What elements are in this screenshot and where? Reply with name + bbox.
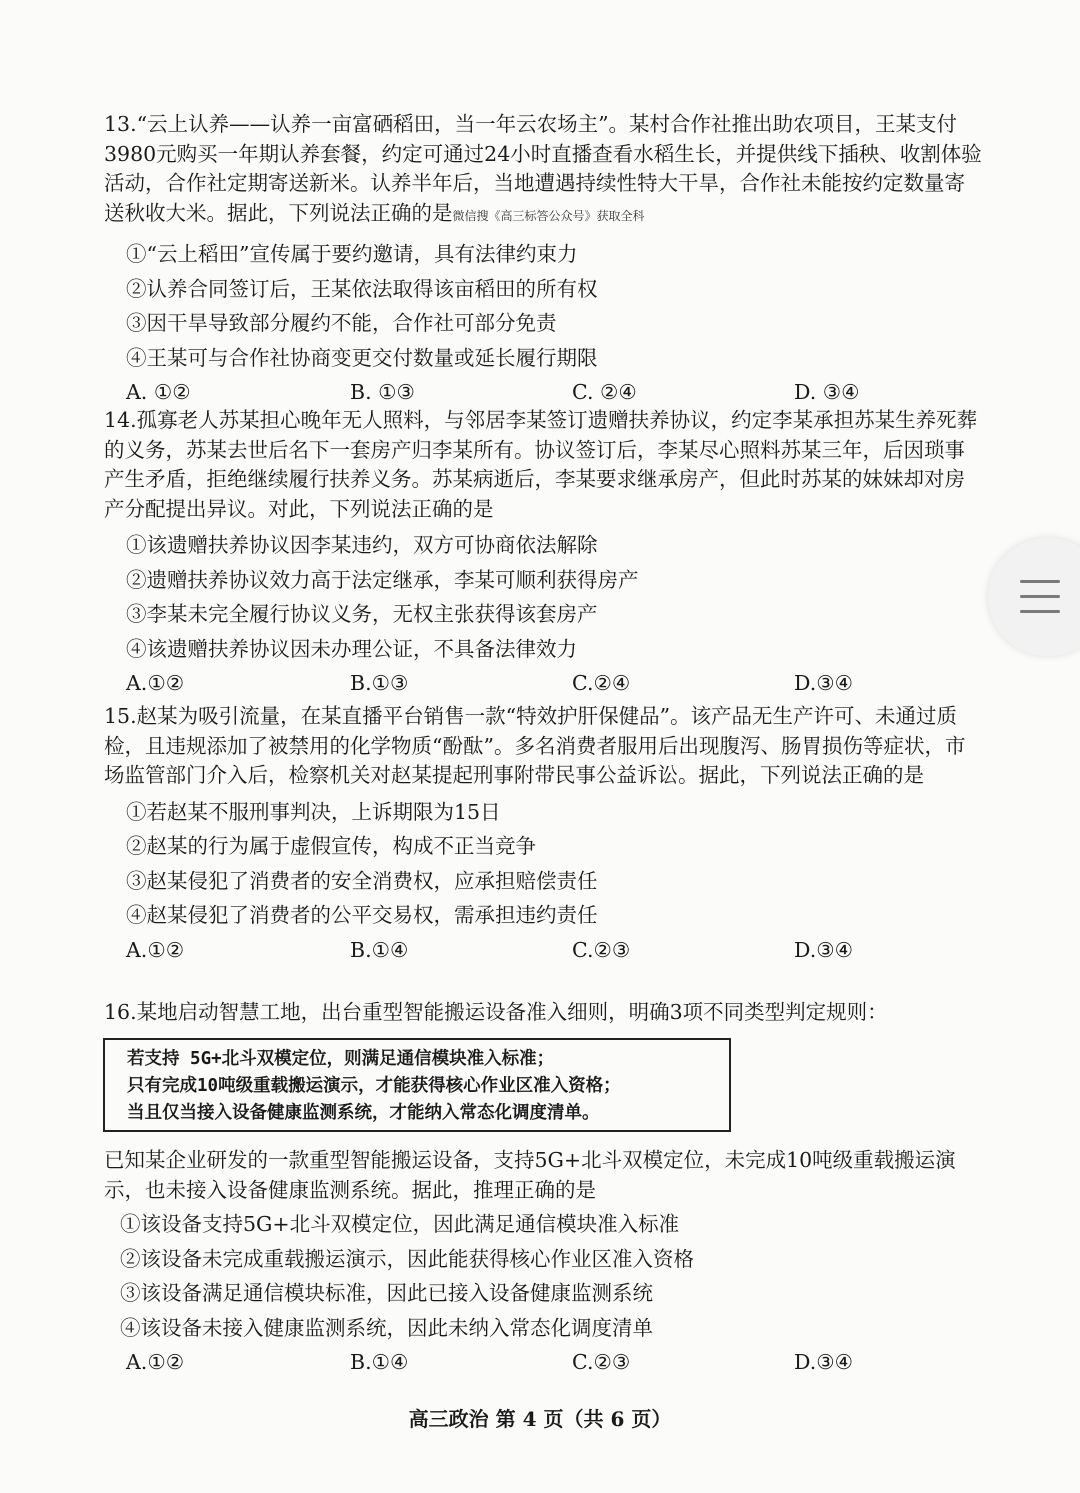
choice-c: C.②③ xyxy=(572,1350,631,1374)
answer-choices xyxy=(104,933,984,967)
rule-line: 只有完成10吨级重载搬运演示，才能获得核心作业区准入资格； xyxy=(127,1076,621,1096)
choice-d: D.③④ xyxy=(794,937,853,962)
choice-b: B. ①③ xyxy=(350,380,415,404)
option-item: ④该设备未接入健康监测系统，因此未纳入常态化调度清单 xyxy=(120,1315,653,1340)
question-16-context: 已知某企业研发的一款重型智能搬运设备，支持5G+北斗双模定位，未完成10吨级重载搬运演示，也未接入设备健康监测系统。据此，推理正确的是 xyxy=(104,1148,956,1202)
option-item: ④王某可与合作社协商变更交付数量或延长履行期限 xyxy=(126,345,598,370)
rules-box xyxy=(103,1038,731,1132)
question-14-stem: 14.孤寡老人苏某担心晚年无人照料，与邻居李某签订遗赠扶养协议，约定李某承担苏某生养死葬的义务，苏某去世后名下一套房产归李某所有。协议签订后，李某尽心照料苏某三年，后因琐事产生矛盾，拒绝继续履行扶养义务。苏某病逝后，李某要求继承房产，但此时苏某的妹妹却对房产分配提出异议。对此，下列说法正确的是 xyxy=(104,408,978,521)
menu-bar xyxy=(1020,610,1060,613)
question-15-stem: 15.赵某为吸引流量，在某直播平台销售一款“特效护肝保健品”。该产品无生产许可、未通过质检，且违规添加了被禁用的化学物质“酚酞”。多名消费者服用后出现腹泻、肠胃损伤等症状，市场监管部门介入后，检察机关对赵某提起刑事附带民事公益诉讼。据此，下列说法正确的是 xyxy=(104,704,966,787)
choice-a: A. ①② xyxy=(126,380,191,404)
option-item: ③李某未完全履行协议义务，无权主张获得该套房产 xyxy=(126,602,598,626)
option-item: ④赵某侵犯了消费者的公平交易权，需承担违约责任 xyxy=(126,903,598,927)
option-item: ②认养合同签订后，王某依法取得该亩稻田的所有权 xyxy=(126,276,598,301)
choice-c: C.②③ xyxy=(572,937,631,962)
watermark-text: 微信搜《高三标答公众号》获取全科 xyxy=(452,208,645,223)
choice-c: C. ②④ xyxy=(572,380,637,404)
option-item: ③该设备满足通信模块标准，因此已接入设备健康监测系统 xyxy=(120,1281,653,1305)
option-item: ①“云上稻田”宣传属于要约邀请，具有法律约束力 xyxy=(126,242,578,266)
question-14 xyxy=(104,406,984,700)
answer-choices xyxy=(104,375,984,409)
option-item: ②该设备未完成重载搬运演示，因此能获得核心作业区准入资格 xyxy=(120,1246,694,1271)
option-item: ③赵某侵犯了消费者的安全消费权，应承担赔偿责任 xyxy=(126,868,598,893)
question-16 xyxy=(104,998,1004,1028)
question-15 xyxy=(104,702,984,967)
option-item: ①该遗赠扶养协议因李某违约，双方可协商依法解除 xyxy=(126,533,598,557)
rule-line: 若支持 5G+北斗双模定位，则满足通信模块准入标准； xyxy=(127,1049,555,1069)
choice-b: B.①③ xyxy=(350,671,409,695)
choice-a: A.①② xyxy=(126,1350,185,1374)
choice-d: D.③④ xyxy=(794,1350,853,1374)
question-13 xyxy=(104,110,984,409)
rule-line: 当且仅当接入设备健康监测系统，才能纳入常态化调度清单。 xyxy=(127,1103,600,1123)
choice-c: C.②④ xyxy=(572,671,631,695)
choice-a: A.①② xyxy=(126,937,185,962)
question-13-stem: 13.“云上认养——认养一亩富硒稻田，当一年云农场主”。某村合作社推出助农项目，王某支付3980元购买一年期认养套餐，约定可通过24小时直播查看水稻生长，并提供线下插秧、收割体验活动，合作社定期寄送新米。认养半年后，当地遭遇持续性特大干旱，合作社未能按约定数量寄送秋收大米。据此，下列说法正确的是 xyxy=(104,112,982,225)
menu-bar xyxy=(1020,595,1060,598)
choice-b: B.①④ xyxy=(350,937,409,962)
question-16-continued xyxy=(104,1146,984,1379)
choice-d: D.③④ xyxy=(794,671,853,695)
option-item: ③因干旱导致部分履约不能，合作社可部分免责 xyxy=(126,311,557,335)
question-16-stem: 16.某地启动智慧工地，出台重型智能搬运设备准入细则，明确3项不同类型判定规则： xyxy=(104,1000,888,1024)
answer-choices xyxy=(104,666,984,700)
hamburger-menu-icon[interactable] xyxy=(988,538,1080,656)
option-item: ①该设备支持5G+北斗双模定位，因此满足通信模块准入标准 xyxy=(120,1212,680,1236)
option-item: ②遗赠扶养协议效力高于法定继承，李某可顺利获得房产 xyxy=(126,567,639,592)
page-footer: 高三政治 第 4 页（共 6 页） xyxy=(408,1407,672,1431)
option-item: ②赵某的行为属于虚假宣传，构成不正当竞争 xyxy=(126,834,536,858)
answer-choices xyxy=(104,1345,984,1379)
menu-bar xyxy=(1020,580,1060,583)
choice-b: B.①④ xyxy=(350,1350,409,1374)
option-item: ①若赵某不服刑事判决，上诉期限为15日 xyxy=(126,799,501,824)
choice-a: A.①② xyxy=(126,671,185,695)
option-item: ④该遗赠扶养协议因未办理公证，不具备法律效力 xyxy=(126,636,577,661)
choice-d: D. ③④ xyxy=(794,380,860,404)
